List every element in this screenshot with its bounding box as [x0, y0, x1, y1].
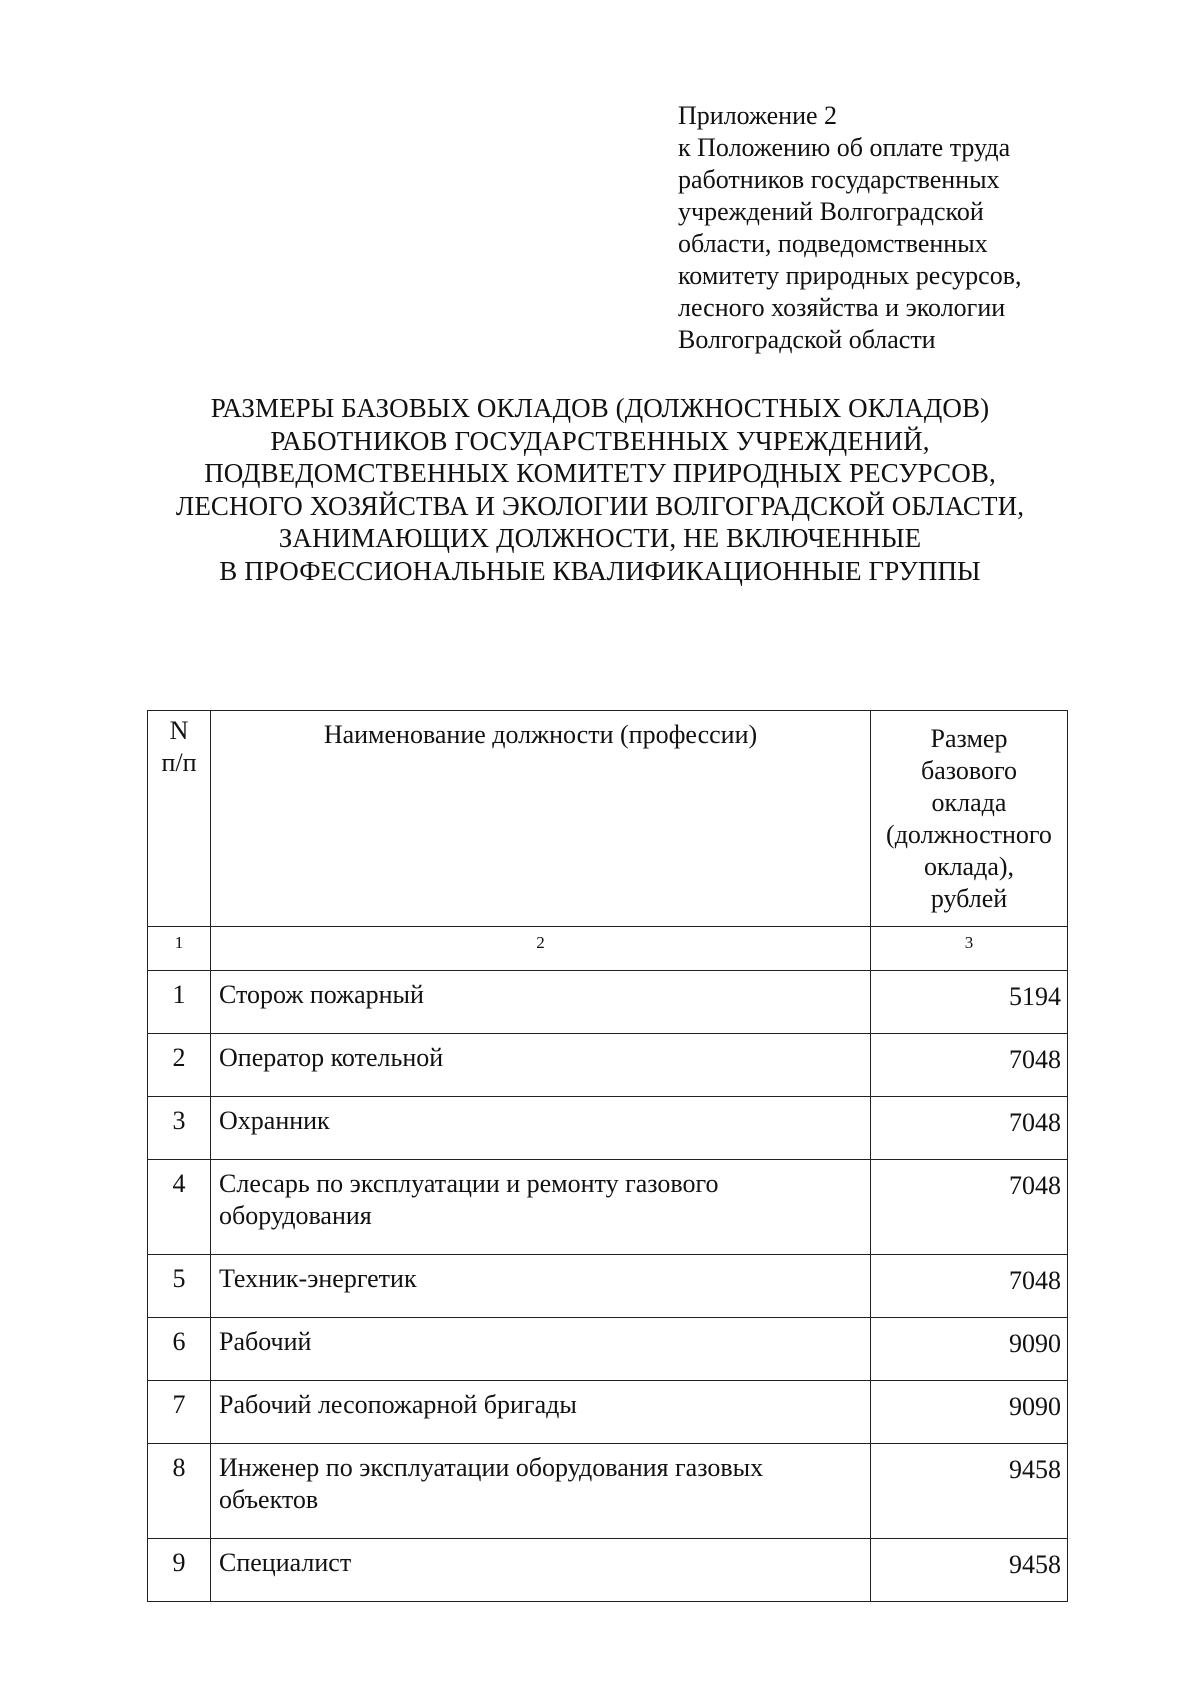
- header-number-label: п/п: [161, 748, 197, 777]
- position-name: Техник-энергетик: [211, 1255, 871, 1318]
- row-number: 8: [148, 1444, 211, 1539]
- header-salary-line: (должностного: [886, 820, 1052, 849]
- row-number: 4: [148, 1160, 211, 1255]
- title-line: В ПРОФЕССИОНАЛЬНЫЕ КВАЛИФИКАЦИОННЫЕ ГРУППЫ: [219, 555, 981, 586]
- column-index: 3: [871, 927, 1068, 971]
- salary-value: 5194: [871, 971, 1068, 1034]
- title-line: РАБОТНИКОВ ГОСУДАРСТВЕННЫХ УЧРЕЖДЕНИЙ,: [270, 425, 930, 456]
- position-name: Охранник: [211, 1097, 871, 1160]
- appendix-line: к Положению об оплате труда: [678, 133, 1011, 162]
- appendix-line: учреждений Волгоградской: [678, 197, 984, 226]
- salary-value: 7048: [871, 1097, 1068, 1160]
- appendix-line: Волгоградской области: [678, 325, 936, 354]
- table-row: [148, 1097, 1068, 1160]
- header-salary-line: оклада),: [923, 852, 1015, 881]
- header-position-cell: Наименование должности (профессии): [211, 711, 871, 927]
- header-number-label: N: [169, 716, 189, 745]
- row-number: 3: [148, 1097, 211, 1160]
- appendix-line: области, подведомственных: [678, 229, 988, 258]
- table-row: [148, 1160, 1068, 1255]
- header-salary-cell: [871, 711, 1068, 927]
- salary-value: 7048: [871, 1255, 1068, 1318]
- salary-value: 9458: [871, 1444, 1068, 1539]
- salary-value: 9090: [871, 1381, 1068, 1444]
- title-line: ЛЕСНОГО ХОЗЯЙСТВА И ЭКОЛОГИИ ВОЛГОГРАДСКОЙ ОБЛАСТИ,: [175, 490, 1025, 521]
- position-name: Сторож пожарный: [211, 971, 871, 1034]
- appendix-line: работников государственных: [678, 165, 1000, 194]
- table-row: [148, 1539, 1068, 1602]
- position-name: Рабочий: [211, 1318, 871, 1381]
- row-number: 1: [148, 971, 211, 1034]
- appendix-line: лесного хозяйства и экологии: [678, 293, 1006, 322]
- salary-value: 9458: [871, 1539, 1068, 1602]
- salary-table: [147, 710, 1068, 1602]
- title-line: ПОДВЕДОМСТВЕННЫХ КОМИТЕТУ ПРИРОДНЫХ РЕСУРСОВ,: [204, 458, 996, 488]
- salary-value: 7048: [871, 1034, 1068, 1097]
- table-row: [148, 971, 1068, 1034]
- header-number-cell: [148, 711, 211, 927]
- column-index: 1: [148, 927, 211, 971]
- salary-value: 7048: [871, 1160, 1068, 1255]
- document-title: [0, 392, 1200, 587]
- title-line: ЗАНИМАЮЩИХ ДОЛЖНОСТИ, НЕ ВКЛЮЧЕННЫЕ: [278, 523, 922, 553]
- table-row: [148, 1318, 1068, 1381]
- header-salary-line: Размер: [930, 724, 1008, 753]
- position-name: Специалист: [211, 1539, 871, 1602]
- row-number: 5: [148, 1255, 211, 1318]
- row-number: 2: [148, 1034, 211, 1097]
- header-salary-line: рублей: [930, 884, 1008, 913]
- header-salary-line: базового: [920, 756, 1017, 785]
- header-salary-line: оклада: [931, 788, 1007, 817]
- title-line: РАЗМЕРЫ БАЗОВЫХ ОКЛАДОВ (ДОЛЖНОСТНЫХ ОКЛАДОВ): [210, 393, 990, 423]
- appendix-line: Приложение 2: [678, 101, 838, 130]
- table-row: [148, 1034, 1068, 1097]
- position-name: Оператор котельной: [211, 1034, 871, 1097]
- position-name: Инженер по эксплуатации оборудования газовых объектов: [211, 1444, 871, 1539]
- row-number: 6: [148, 1318, 211, 1381]
- column-index-row: [148, 927, 1068, 971]
- column-index: 2: [211, 927, 871, 971]
- table-row: [148, 1444, 1068, 1539]
- position-name: Слесарь по эксплуатации и ремонту газового оборудования: [211, 1160, 871, 1255]
- table-row: [148, 1255, 1068, 1318]
- position-name: Рабочий лесопожарной бригады: [211, 1381, 871, 1444]
- table-row: [148, 1381, 1068, 1444]
- salary-value: 9090: [871, 1318, 1068, 1381]
- appendix-line: комитету природных ресурсов,: [678, 261, 1022, 290]
- table-header-row: [148, 711, 1068, 927]
- row-number: 7: [148, 1381, 211, 1444]
- row-number: 9: [148, 1539, 211, 1602]
- appendix-header: [678, 100, 1148, 356]
